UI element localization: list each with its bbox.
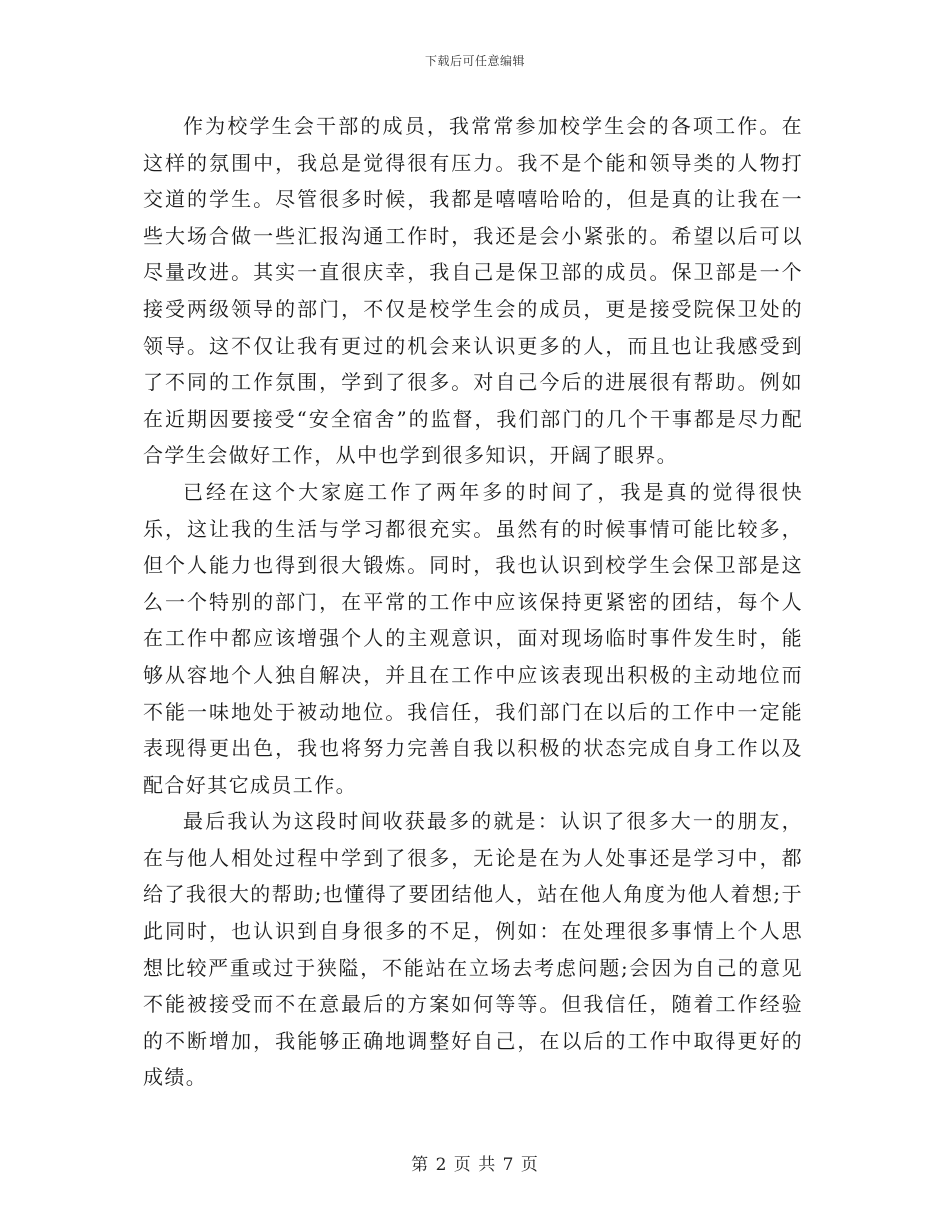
paragraph-2: 已经在这个大家庭工作了两年多的时间了，我是真的觉得很快乐，这让我的生活与学习都很充实。虽然有的时候事情可能比较多，但个人能力也得到很大锻炼。同时，我也认识到校学生会保卫部是这么一个特别的部门，在平常的工作中应该保持更紧密的团结，每个人在工作中都应该增强个人的主观意识，面对现场临时事件发生时，能够从容地个人独自解决，并且在工作中应该表现出积极的主动地位而不能一味地处于被动地位。我信任，我们部门在以后的工作中一定能表现得更出色，我也将努力完善自我以积极的状态完成自身工作以及配合好其它成员工作。 [143,479,803,797]
body-text [143,108,803,1096]
paragraph-1: 作为校学生会干部的成员，我常常参加校学生会的各项工作。在这样的氛围中，我总是觉得很有压力。我不是个能和领导类的人物打交道的学生。尽管很多时候，我都是嘻嘻哈哈的，但是真的让我在一些大场合做一些汇报沟通工作时，我还是会小紧张的。希望以后可以尽量改进。其实一直很庆幸，我自己是保卫部的成员。保卫部是一个接受两级领导的部门，不仅是校学生会的成员，更是接受院保卫处的领导。这不仅让我有更过的机会来认识更多的人，而且也让我感受到了不同的工作氛围，学到了很多。对自己今后的进展很有帮助。例如在近期因要接受“安全宿舍”的监督，我们部门的几个干事都是尽力配合学生会做好工作，从中也学到很多知识，开阔了眼界。 [143,114,803,468]
paragraph-3: 最后我认为这段时间收获最多的就是：认识了很多大一的朋友，在与他人相处过程中学到了很多，无论是在为人处事还是学习中，都给了我很大的帮助;也懂得了要团结他人，站在他人角度为他人着想;于此同时，也认识到自身很多的不足，例如：在处理很多事情上个人思想比较严重或过于狭隘，不能站在立场去考虑问题;会因为自己的意见不能被接受而不在意最后的方案如何等等。但我信任，随着工作经验的不断增加，我能够正确地调整好自己，在以后的工作中取得更好的成绩。 [143,809,803,1090]
page-footer: 第 2 页 共 7 页 [411,1155,539,1175]
page-header: 下载后可任意编辑 [424,54,525,68]
